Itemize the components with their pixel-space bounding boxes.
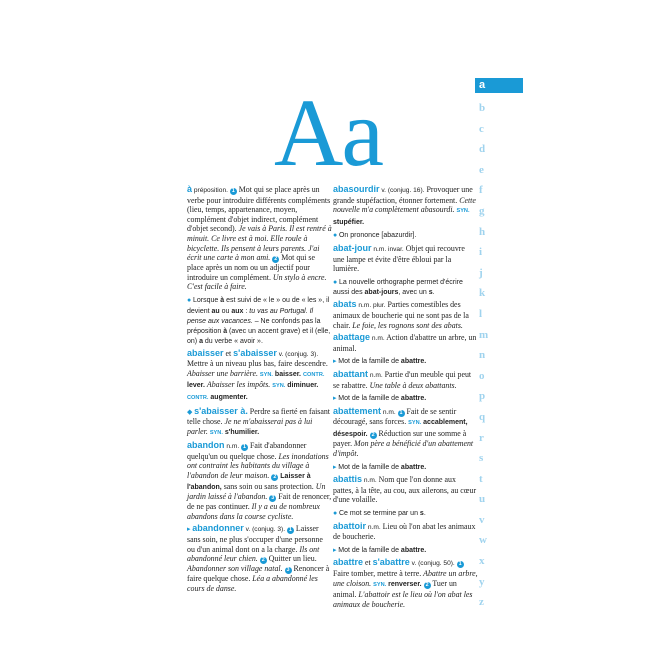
headword: s'abattre bbox=[372, 557, 410, 568]
note-text: Ce mot se termine par un bbox=[338, 510, 420, 518]
headword: abattement bbox=[333, 405, 382, 416]
example-text: Léa a abandonné les cours de danse. bbox=[187, 574, 318, 593]
index-letter-k[interactable]: k bbox=[479, 287, 486, 300]
sense-number-badge: 1 bbox=[458, 561, 462, 568]
dictionary-column-left bbox=[187, 185, 332, 596]
related-word: baisser. bbox=[272, 370, 302, 378]
index-letter-g[interactable]: g bbox=[479, 204, 485, 217]
note-keyword: abattre. bbox=[400, 395, 427, 403]
note-keyword: s bbox=[428, 289, 433, 297]
note-text: du verbe « avoir ». bbox=[202, 337, 263, 345]
sense-number-badge: 2 bbox=[425, 581, 429, 588]
arrow-icon: ▸ bbox=[333, 357, 339, 366]
example-text: Je ne m'abaisserai pas à lui parler. bbox=[187, 417, 313, 436]
note-text: . bbox=[423, 510, 426, 518]
index-letter-b[interactable]: b bbox=[479, 102, 486, 114]
note-text: , avec un bbox=[398, 289, 429, 297]
example-text: L'abattoir est le lieu où l'on abat les animaux de boucherie. bbox=[333, 590, 473, 609]
index-letter-r[interactable]: r bbox=[479, 431, 484, 444]
definition-text: Parties comestibles des animaux de boucherie qui ne sont pas de la chair. bbox=[333, 300, 469, 330]
headword: abandonner bbox=[192, 523, 244, 534]
note-text: (avec un accent grave) et il (elle, on) bbox=[187, 327, 331, 345]
definition-text: Fait d'abandonner quelqu'un ou quelque chose. bbox=[187, 441, 307, 461]
grammar-label: v. (conjug. 3). bbox=[276, 350, 319, 358]
example-text: Une table à deux abattants. bbox=[369, 380, 457, 390]
example-text: Abandonner son village natal. bbox=[187, 564, 285, 574]
dictionary-entry bbox=[333, 356, 478, 367]
synonym-label: CONTR. bbox=[187, 394, 209, 401]
note-keyword: aux bbox=[231, 307, 244, 315]
definition-text: Lieu où l'on abat les animaux de boucherie. bbox=[333, 521, 476, 542]
arrow-icon: ▸ bbox=[333, 394, 339, 403]
note-keyword: abat-jours bbox=[364, 289, 399, 297]
note-bullet-icon: ● bbox=[333, 509, 339, 518]
dictionary-entry bbox=[187, 441, 332, 521]
definition-text: Mot qui se place après un verbe pour introduire différents compléments (lieu, temps, appartenance, moyen, complément d'objet indirect, complément d'objet second). bbox=[187, 185, 331, 234]
grammar-label: v. (conjug. 3). bbox=[243, 526, 287, 534]
note-text: ou bbox=[219, 307, 232, 315]
definition-text: Perdre sa fierté en faisant telle chose. bbox=[187, 406, 330, 427]
index-letter-j[interactable]: j bbox=[479, 266, 483, 279]
example-text: Abaisser les impôts. bbox=[206, 380, 271, 390]
note-text: Mot de la famille de bbox=[338, 546, 401, 554]
index-letter-m[interactable]: m bbox=[479, 328, 489, 341]
definition-text: Action d'abattre un arbre, un animal. bbox=[333, 333, 477, 353]
example-text: Un stylo à encre. C'est facile à faire. bbox=[187, 272, 327, 292]
headword: abattage bbox=[333, 332, 371, 343]
headword: s'abaisser bbox=[233, 347, 277, 358]
synonym-label: SYN. bbox=[272, 383, 286, 390]
index-letter-o[interactable]: o bbox=[479, 369, 485, 382]
synonym-label: CONTR. bbox=[303, 371, 325, 378]
dictionary-entry bbox=[187, 349, 332, 404]
definition-text: Laisser sans soin, ne plus s'occuper d'une personne ou d'un animal dont on a la charge. bbox=[187, 524, 323, 554]
sense-number-badge: 2 bbox=[261, 557, 265, 564]
index-letter-h[interactable]: h bbox=[479, 225, 486, 238]
note-text: Lorsque bbox=[192, 296, 221, 304]
note-keyword: a bbox=[199, 337, 203, 345]
note-text: On prononce [abazurdir]. bbox=[338, 232, 417, 240]
related-word: augmenter. bbox=[208, 393, 248, 401]
note-keyword: abattre. bbox=[400, 358, 427, 366]
sense-number-badge: 1 bbox=[243, 444, 246, 451]
index-letter-n[interactable]: n bbox=[479, 349, 486, 362]
definition-text: Objet qui recouvre une lampe et évite d'être ébloui par la lumière. bbox=[333, 243, 465, 274]
headword: abattant bbox=[333, 368, 369, 379]
related-word: lever. bbox=[187, 382, 205, 390]
dictionary-entry bbox=[187, 295, 332, 346]
dictionary-entry bbox=[187, 185, 332, 292]
index-letter-i[interactable]: i bbox=[479, 246, 483, 259]
note-example: tu vas au Portugal. Il pense aux vacances. bbox=[187, 307, 314, 325]
definition-text: et bbox=[223, 348, 234, 358]
grammar-label: n.m. bbox=[366, 523, 381, 531]
dictionary-entry bbox=[333, 393, 478, 404]
note-text: – Ne confonds pas la préposition bbox=[187, 317, 321, 335]
diamond-icon: ◆ bbox=[187, 407, 195, 416]
note-bullet-icon: ● bbox=[333, 277, 339, 286]
grammar-label: n.m. bbox=[381, 408, 398, 416]
grammar-label: v. (conjug. 50). bbox=[409, 560, 457, 568]
index-letter-c[interactable]: c bbox=[479, 122, 484, 135]
note-keyword: à bbox=[223, 327, 228, 335]
synonym-label: SYN. bbox=[209, 429, 223, 436]
definition-text: et bbox=[363, 558, 373, 568]
index-letter-s[interactable]: s bbox=[479, 452, 484, 465]
related-word: Laisser à l'abandon, bbox=[187, 473, 311, 491]
dictionary-column-right bbox=[333, 185, 478, 612]
dictionary-entry bbox=[333, 244, 478, 274]
arrow-icon: ▸ bbox=[333, 545, 339, 554]
sense-number-badge: 2 bbox=[274, 256, 278, 263]
grammar-label: n.m. bbox=[362, 477, 377, 485]
arrow-icon: ▸ bbox=[333, 462, 339, 471]
dictionary-entry bbox=[333, 277, 478, 298]
synonym-label: SYN. bbox=[259, 371, 273, 378]
note-text: Mot de la famille de bbox=[338, 463, 401, 471]
note-bullet-icon: ● bbox=[333, 231, 339, 240]
grammar-label: n.m. plur. bbox=[356, 302, 386, 310]
note-text: . bbox=[432, 289, 435, 297]
note-keyword: au bbox=[211, 307, 220, 315]
synonym-label: SYN. bbox=[408, 420, 422, 427]
headword: abasourdir bbox=[333, 184, 380, 194]
dictionary-entry bbox=[333, 508, 478, 519]
note-keyword: s bbox=[419, 510, 424, 518]
example-text: Les inondations ont contraint les habitants du village à l'abandon de leur maison. bbox=[187, 451, 329, 481]
sense-number-badge: 3 bbox=[271, 495, 275, 502]
sense-number-badge: 1 bbox=[231, 188, 235, 194]
big-letter-heading: Aa bbox=[274, 79, 382, 186]
related-word: renverser. bbox=[386, 580, 424, 588]
note-keyword: abattre. bbox=[400, 463, 427, 471]
example-text: Cette nouvelle m'a complètement abasourdi. bbox=[333, 195, 476, 215]
example-text: Mon père a bénéficié d'un abattement d'impôt. bbox=[333, 439, 474, 459]
grammar-label: préposition. bbox=[192, 187, 230, 194]
index-letter-f[interactable]: f bbox=[479, 184, 483, 197]
related-word: accablement, désespoir. bbox=[333, 419, 468, 438]
dictionary-entry bbox=[333, 462, 478, 473]
index-letter-z[interactable]: z bbox=[479, 596, 484, 609]
dictionary-entry bbox=[333, 300, 478, 330]
grammar-label: v. (conjug. 16). bbox=[379, 187, 425, 194]
dictionary-entry bbox=[187, 524, 332, 593]
headword: abaisser bbox=[187, 347, 224, 358]
definition-text: Provoquer une grande stupéfaction, étonner fortement. bbox=[333, 185, 473, 205]
index-letter-a[interactable]: a bbox=[475, 78, 523, 93]
synonym-label: SYN. bbox=[456, 208, 470, 215]
example-text: Ils ont abandonné leur chien. bbox=[187, 544, 320, 564]
headword: à bbox=[187, 184, 193, 194]
index-letter-e[interactable]: e bbox=[479, 163, 484, 176]
note-text: : bbox=[243, 307, 250, 315]
note-bullet-icon: ● bbox=[187, 295, 193, 304]
example-text: Abaisser une barrière. bbox=[187, 368, 258, 378]
index-letter-v[interactable]: v bbox=[479, 513, 485, 526]
definition-text: sans soin ou sans protection. bbox=[221, 481, 316, 491]
index-letter-w[interactable]: w bbox=[479, 534, 487, 547]
sense-number-badge: 2 bbox=[371, 431, 375, 438]
definition-text: Mot qui se place après un nom ou un adjectif pour introduire un complément. bbox=[187, 253, 315, 282]
headword: abattis bbox=[333, 474, 363, 485]
definition-text: Tuer un animal. bbox=[333, 578, 457, 600]
definition-text: Nom que l'on donne aux pattes, à la tête, au cou, aux ailerons, au cœur d'une volaille. bbox=[333, 475, 477, 505]
index-letter-x[interactable]: x bbox=[479, 555, 485, 568]
sense-number-badge: 1 bbox=[288, 527, 292, 534]
index-letter-d[interactable]: d bbox=[479, 143, 486, 156]
dictionary-entry bbox=[333, 522, 478, 542]
dictionary-entry bbox=[333, 475, 478, 505]
synonym-label: SYN. bbox=[373, 581, 387, 588]
alphabet-index bbox=[475, 78, 523, 613]
example-text: Je vais à Paris. Il est rentré à minuit. Ce livre est à moi. Elle roule à bicyclette. Ils pensent à leurs parents. J'ai écrit une carte à mon ami. bbox=[187, 224, 332, 263]
grammar-label: n.m. bbox=[370, 335, 385, 343]
dictionary-entry bbox=[333, 230, 478, 241]
dictionary-entry bbox=[333, 407, 478, 459]
grammar-label: n.m. bbox=[224, 443, 241, 451]
headword: abattoir bbox=[333, 520, 367, 531]
definition-text: Fait de renoncer, de ne pas continuer. bbox=[187, 492, 332, 512]
note-text: Mot de la famille de bbox=[338, 395, 401, 403]
definition-text: Partie d'un meuble qui peut se rabattre. bbox=[333, 369, 472, 390]
index-letter-q[interactable]: q bbox=[479, 410, 486, 423]
index-letter-l[interactable]: l bbox=[479, 307, 483, 320]
related-word: stupéfier. bbox=[333, 218, 365, 226]
headword: abattre bbox=[333, 557, 364, 568]
sense-number-badge: 2 bbox=[273, 474, 277, 481]
dictionary-entry bbox=[333, 558, 478, 609]
index-letter-y[interactable]: y bbox=[479, 575, 485, 588]
index-letter-p[interactable]: p bbox=[479, 390, 486, 403]
related-word: s'humilier. bbox=[222, 428, 260, 436]
arrow-icon: ▸ bbox=[187, 525, 193, 534]
headword: abat-jour bbox=[333, 242, 372, 253]
note-keyword: abattre. bbox=[400, 546, 427, 554]
dictionary-entry bbox=[333, 370, 478, 390]
note-keyword: à bbox=[220, 296, 225, 304]
example-text: Il y a eu de nombreux abandons dans la course cycliste. bbox=[187, 502, 320, 521]
grammar-label: n.m. invar. bbox=[371, 245, 404, 253]
dictionary-entry bbox=[333, 333, 478, 353]
grammar-label: n.m. bbox=[368, 371, 383, 379]
note-text: La nouvelle orthographe permet d'écrire aussi des bbox=[333, 278, 463, 297]
example-text: Abattre un arbre, une cloison. bbox=[333, 569, 478, 588]
example-text: Le foie, les rognons sont des abats. bbox=[352, 320, 463, 330]
dictionary-entry bbox=[187, 407, 332, 439]
related-word: diminuer. bbox=[285, 382, 319, 390]
note-text: est suivi de « le » ou de « les », il devient bbox=[187, 296, 330, 315]
index-letter-u[interactable]: u bbox=[479, 493, 486, 506]
headword: s'abaisser à. bbox=[194, 405, 248, 416]
note-text: Mot de la famille de bbox=[338, 358, 401, 366]
definition-text: Renoncer à faire quelque chose. bbox=[187, 564, 330, 584]
definition-text: Quitter un lieu. bbox=[266, 554, 317, 564]
definition-text: Fait de se sentir découragé, sans forces. bbox=[333, 406, 457, 427]
dictionary-entry bbox=[333, 545, 478, 556]
sense-number-badge: 3 bbox=[286, 567, 290, 574]
dictionary-entry bbox=[333, 185, 478, 227]
definition-text: Réduction sur une somme à payer. bbox=[333, 428, 467, 449]
definition-text: Mettre à un niveau plus bas, faire descendre. bbox=[187, 359, 328, 369]
index-letter-t[interactable]: t bbox=[479, 472, 483, 485]
headword: abats bbox=[333, 299, 357, 310]
example-text: Un jardin laissé à l'abandon. bbox=[187, 481, 326, 502]
headword: abandon bbox=[187, 440, 225, 451]
definition-text: Faire tomber, mettre à terre. bbox=[333, 569, 424, 578]
sense-number-badge: 1 bbox=[399, 409, 403, 416]
